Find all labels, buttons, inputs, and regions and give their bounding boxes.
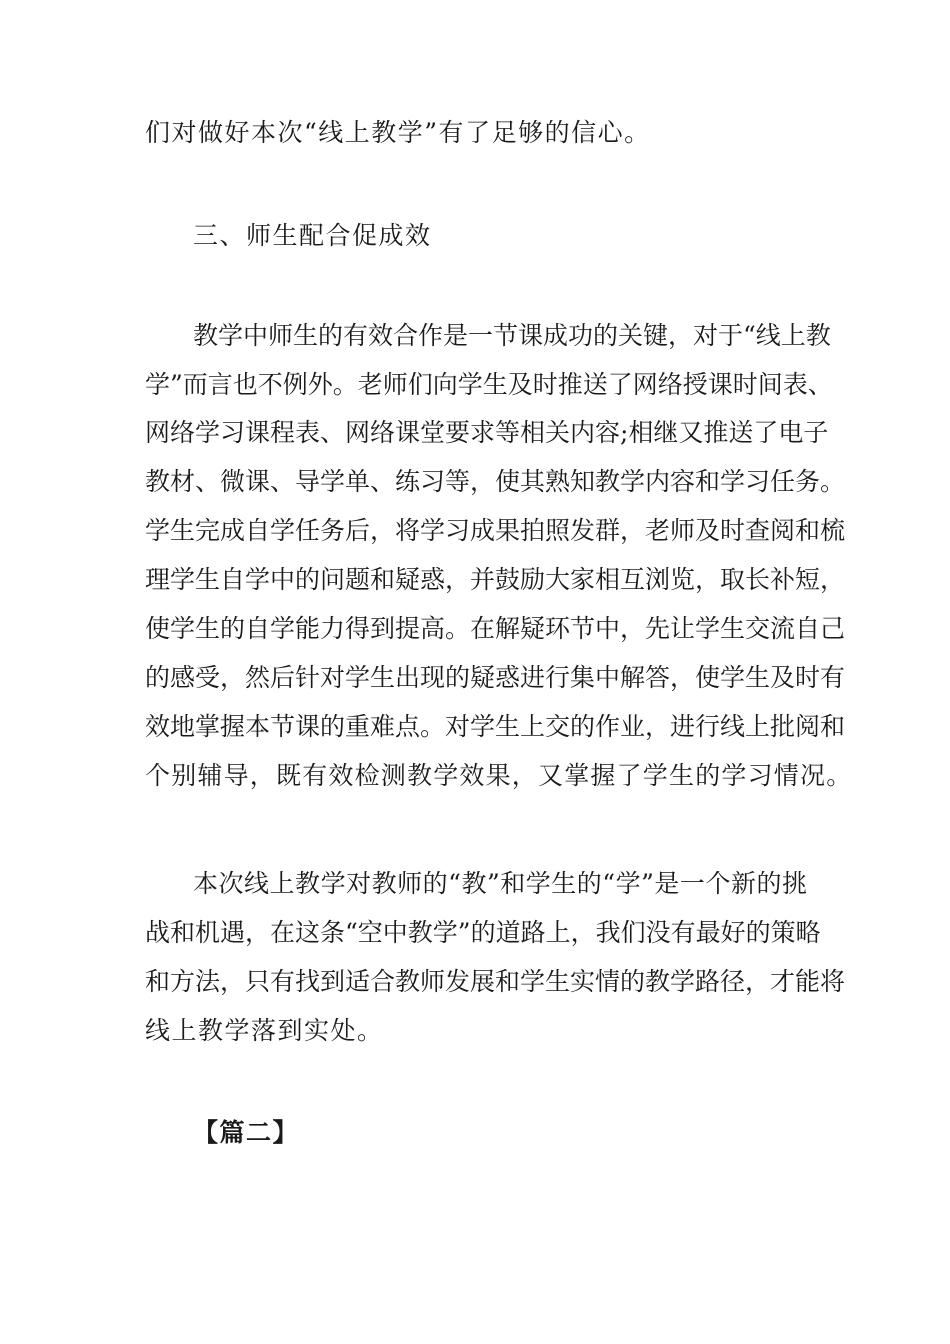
paragraph-line: 学”而言也不例外。老师们向学生及时推送了网络授课时间表、 bbox=[145, 370, 833, 399]
paragraph-line: 网络学习课程表、网络课堂要求等相关内容;相继又推送了电子 bbox=[145, 418, 829, 447]
paragraph-line: 效地掌握本节课的重难点。对学生上交的作业，进行线上批阅和 bbox=[145, 712, 846, 741]
paragraph-line: 学生完成自学任务后，将学习成果拍照发群，老师及时查阅和梳 bbox=[145, 516, 846, 545]
paragraph-line: 教学中师生的有效合作是一节课成功的关键，对于“线上教 bbox=[193, 321, 831, 350]
section-heading: 三、师生配合促成效 bbox=[193, 221, 432, 250]
carryover-line: 们对做好本次“线上教学”有了足够的信心。 bbox=[145, 118, 651, 147]
paragraph-line: 和方法，只有找到适合教师发展和学生实情的教学路径，才能将 bbox=[145, 967, 846, 996]
paragraph-line: 的感受，然后针对学生出现的疑惑进行集中解答，使学生及时有 bbox=[145, 663, 846, 692]
paragraph-line: 教材、微课、导学单、练习等，使其熟知教学内容和学习任务。 bbox=[145, 467, 846, 496]
paragraph-line: 使学生的自学能力得到提高。在解疑环节中，先让学生交流自己 bbox=[145, 614, 846, 643]
paragraph-line: 线上教学落到实处。 bbox=[145, 1016, 384, 1045]
paragraph-line: 个别辅导，既有效检测教学效果，又掌握了学生的学习情况。 bbox=[145, 761, 853, 790]
part-label: 【篇二】 bbox=[193, 1118, 300, 1147]
paragraph-line: 战和机遇，在这条“空中教学”的道路上，我们没有最好的策略 bbox=[145, 918, 821, 947]
paragraph-line: 本次线上教学对教师的“教”和学生的“学”是一个新的挑 bbox=[193, 869, 807, 898]
paragraph-line: 理学生自学中的问题和疑惑，并鼓励大家相互浏览，取长补短， bbox=[145, 565, 846, 594]
